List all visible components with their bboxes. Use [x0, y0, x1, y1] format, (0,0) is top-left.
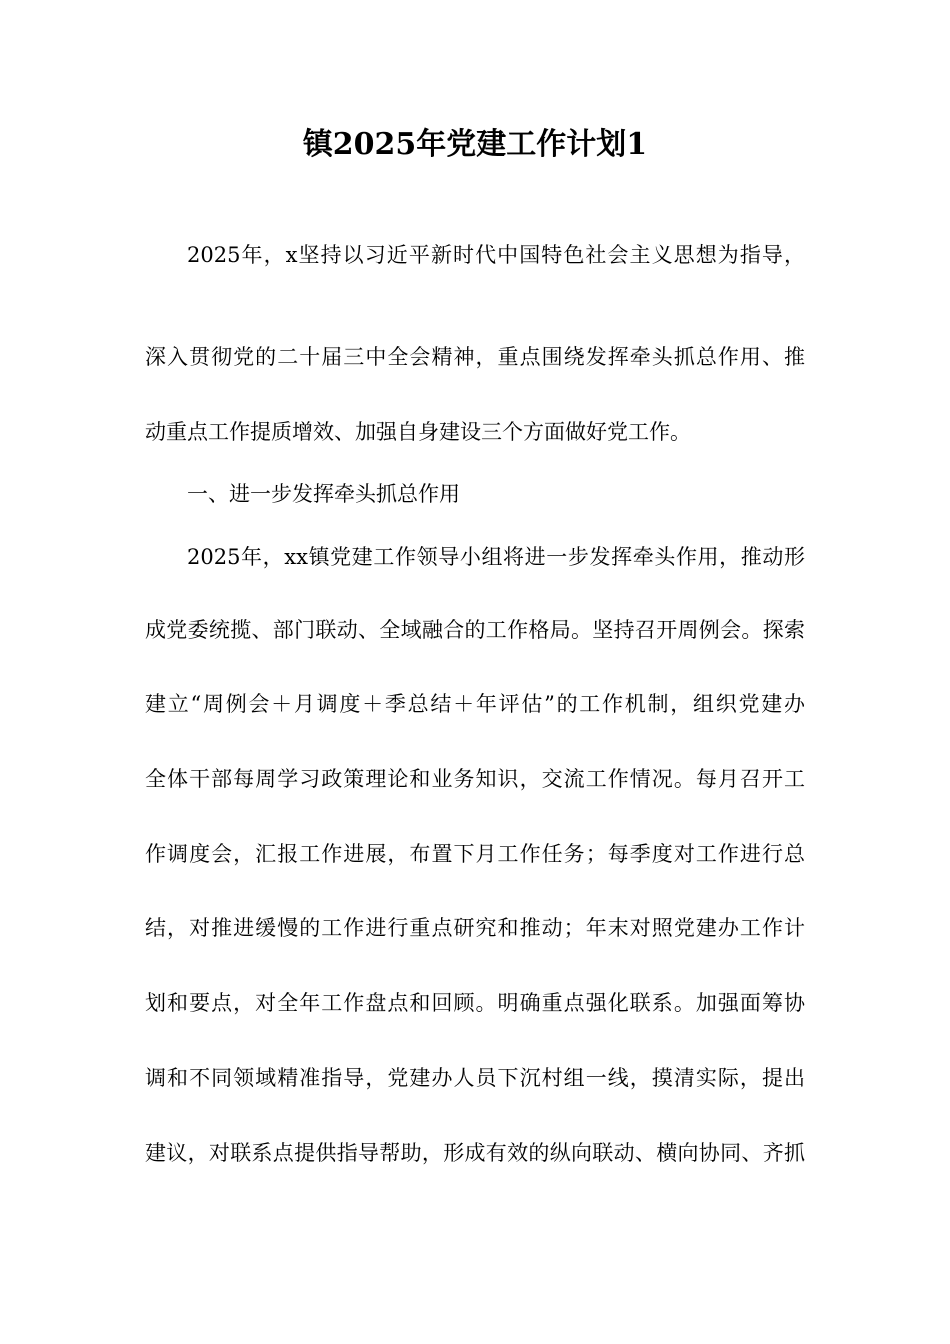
paragraph-line: 深入贯彻党的二十届三中全会精神，重点围绕发挥牵头抓总作用、推: [145, 345, 805, 369]
paragraph-line: 建立“周例会＋月调度＋季总结＋年评估”的工作机制，组织党建办: [145, 692, 805, 716]
paragraph-line: 动重点工作提质增效、加强自身建设三个方面做好党工作。: [145, 420, 691, 444]
paragraph-line: 2025年，x坚持以习近平新时代中国特色社会主义思想为指导，: [187, 243, 805, 267]
paragraph-line: 结，对推进缓慢的工作进行重点研究和推动；年末对照党建办工作计: [145, 916, 805, 940]
paragraph-line: 作调度会，汇报工作进展，布置下月工作任务；每季度对工作进行总: [145, 842, 805, 866]
paragraph-line: 调和不同领域精准指导，党建办人员下沉村组一线，摸清实际，提出: [145, 1066, 805, 1090]
paragraph-line: 建议，对联系点提供指导帮助，形成有效的纵向联动、横向协同、齐抓: [145, 1141, 805, 1165]
document-title: 镇2025年党建工作计划1: [302, 127, 648, 162]
section-heading: 一、进一步发挥牵头抓总作用: [187, 482, 460, 506]
paragraph-line: 成党委统揽、部门联动、全域融合的工作格局。坚持召开周例会。探索: [145, 618, 805, 642]
paragraph-line: 全体干部每周学习政策理论和业务知识，交流工作情况。每月召开工: [145, 767, 805, 791]
paragraph-line: 划和要点，对全年工作盘点和回顾。明确重点强化联系。加强面筹协: [145, 991, 805, 1015]
paragraph-line: 2025年，xx镇党建工作领导小组将进一步发挥牵头作用，推动形: [187, 545, 805, 569]
